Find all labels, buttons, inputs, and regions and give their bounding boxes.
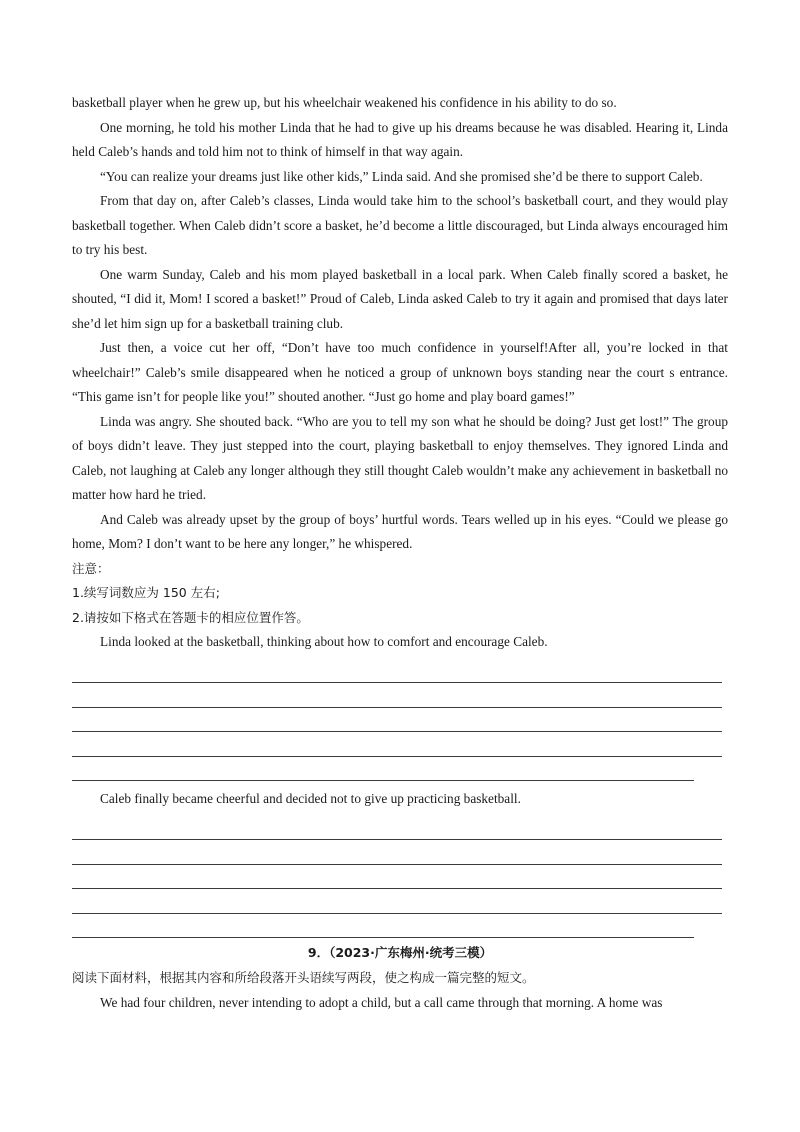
answer-line[interactable] [72,816,722,841]
answer-line[interactable] [72,708,722,733]
question-instruction: 阅读下面材料，根据其内容和所给段落开头语续写两段，使之构成一篇完整的短文。 [72,970,535,985]
answer-line[interactable] [72,732,722,757]
story-paragraph: Just then, a voice cut her off, “Don’t have too much confidence in yourself!After all, you’re locked in that wheelchair!” Caleb’s smile disappeared when he noticed a group of unknown boys standing near the court s entrance. “This game isn’t for people like you!” shouted another. “Just go home and play board games!” [72,340,728,404]
story-paragraph: Linda was angry. She shouted back. “Who are you to tell my son what he should be doing? Just get lost!” The group of boys didn’t leave. They just stepped into the court, playing basketball to enjoy themselves. They ignored Linda and Caleb, not laughing at Caleb any longer although they still thought Caleb wouldn’t make any achievement in basketball no matter how hard he tried. [72,413,728,502]
story-paragraph: One morning, he told his mother Linda that he had to give up his dreams because he was disabled. Hearing it, Linda held Caleb’s hands and told him not to think of himself in that way again. [72,119,728,159]
story-paragraph: basketball player when he grew up, but his wheelchair weakened his confidence in his ability to do so. [72,95,617,110]
story-paragraph: And Caleb was already upset by the group of boys’ hurtful words. Tears welled up in his eyes. “Could we please go home, Mom? I don’t want to be here any longer,” he whispered. [72,511,728,551]
note-item: 1.续写词数应为 150 左右; [72,585,220,600]
answer-lines-1 [72,659,728,782]
story-paragraph: We had four children, never intending to adopt a child, but a call came through that morning. A home was [100,994,663,1010]
story-paragraph: From that day on, after Caleb’s classes, Linda would take him to the school’s basketball court, and they would play basketball together. When Caleb didn’t score a basket, he’d become a little discouraged, but Linda always encouraged him to try his best. [72,193,728,257]
answer-line[interactable] [72,865,722,890]
answer-line[interactable] [72,659,722,684]
answer-line[interactable] [72,889,722,914]
continuation-prompt-2: Caleb finally became cheerful and decided not to give up practicing basketball. [100,791,521,806]
continuation-prompt-1: Linda looked at the basketball, thinking about how to comfort and encourage Caleb. [100,634,548,649]
question-heading: 9．（2023·广东梅州·统考三模） [307,945,493,960]
notes-heading: 注意： [72,560,110,576]
story-paragraph: “You can realize your dreams just like other kids,” Linda said. And she promised she’d be there to support Caleb. [100,168,703,184]
story-paragraph: One warm Sunday, Caleb and his mom played basketball in a local park. When Caleb finally scored a basket, he shouted, “I did it, Mom! I scored a basket!” Proud of Caleb, Linda asked Caleb to try it again and promised that days later she’d let him sign up for a basketball training club. [72,266,728,331]
document-content [72,91,728,1015]
answer-line[interactable] [72,914,694,939]
answer-line[interactable] [72,683,722,708]
answer-line[interactable] [72,840,722,865]
answer-line[interactable] [72,757,694,782]
answer-lines-2 [72,816,728,939]
note-item: 2.请按如下格式在答题卡的相应位置作答。 [72,609,309,625]
